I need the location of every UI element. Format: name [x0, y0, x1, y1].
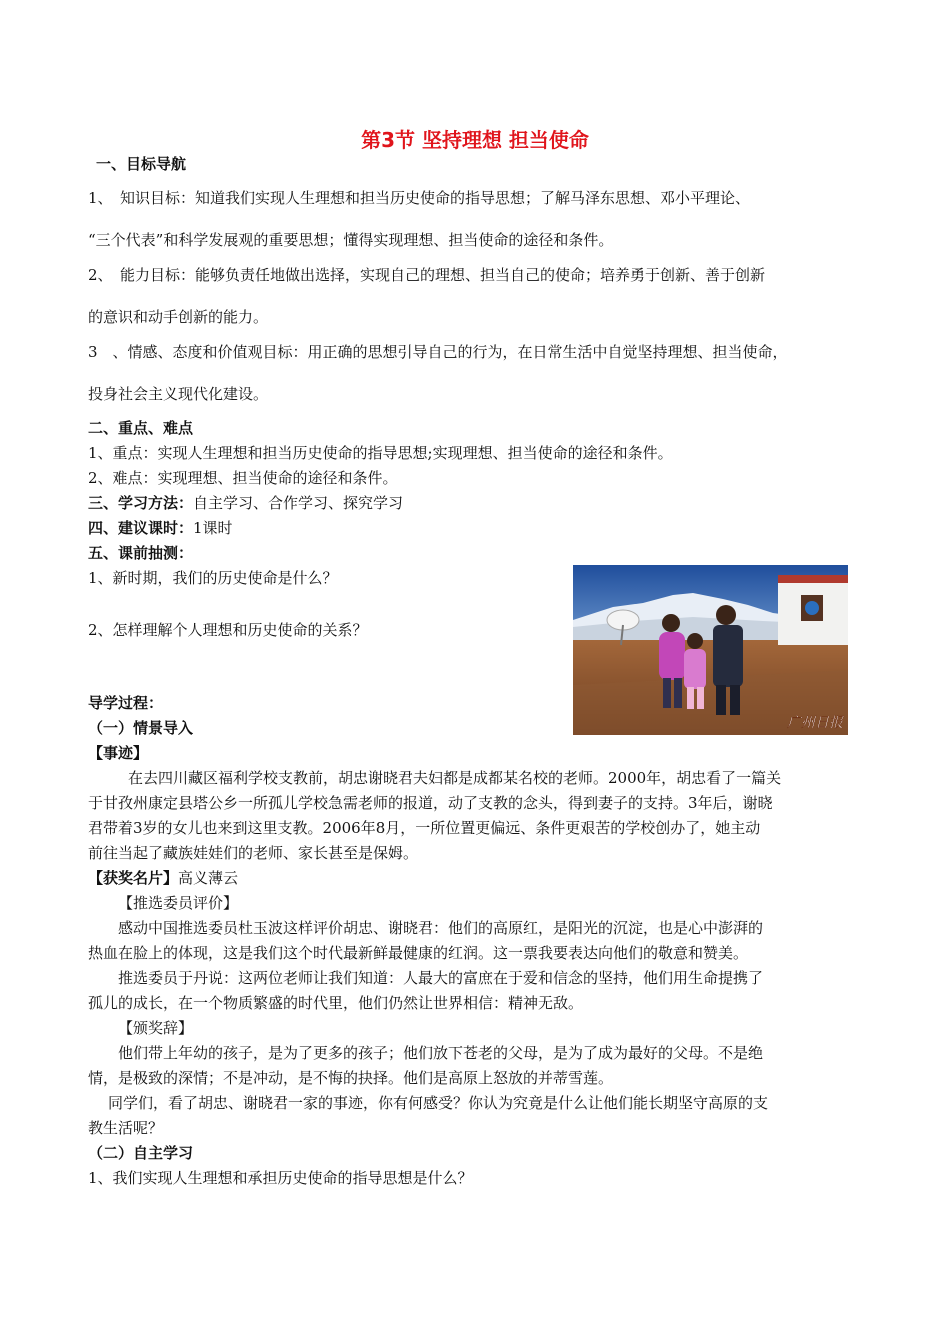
deeds-line4: 前往当起了藏族娃娃们的老师、家长甚至是保姆。 — [88, 844, 419, 862]
subheading-scenario: （一）情景导入 — [88, 719, 194, 737]
study-method-value: 自主学习、合作学习、探究学习 — [193, 494, 404, 512]
pretest-question-1: 1、新时期，我们的历史使命是什么？ — [88, 569, 338, 587]
key-point: 1、重点：实现人生理想和担当历史使命的指导思想;实现理想、担当使命的途径和条件。 — [88, 444, 673, 462]
family-photo — [573, 565, 848, 735]
deeds-line2: 于甘孜州康定县塔公乡一所孤儿学校急需老师的报道，动了支教的念头，得到妻子的支持。3年后，谢晓 — [88, 794, 773, 812]
speech-tag: 【颁奖辞】 — [118, 1019, 194, 1037]
comment-tag: 【推选委员评价】 — [118, 894, 239, 912]
difficult-point: 2、难点：实现理想、担当使命的途径和条件。 — [88, 469, 398, 487]
prompt-line2: 教生活呢？ — [88, 1119, 164, 1137]
prompt-line1: 同学们，看了胡忠、谢晓君一家的事迹，你有何感受？你认为究竟是什么让他们能长期坚守高原的支 — [108, 1094, 769, 1112]
award-line — [88, 868, 238, 888]
goal-attitude-line1: 3 、情感、态度和价值观目标：用正确的思想引导自己的行为，在日常生活中自觉坚持理想、担当使命， — [88, 343, 788, 361]
comment-line3: 推选委员于丹说：这两位老师让我们知道：人最大的富庶在于爱和信念的坚持，他们用生命提携了 — [118, 969, 764, 987]
deeds-line1: 在去四川藏区福利学校支教前，胡忠谢晓君夫妇都是成都某名校的老师。2000年，胡忠看了一篇关 — [128, 769, 782, 787]
subheading-self-study: （二）自主学习 — [88, 1144, 194, 1162]
section-heading-guide: 导学过程： — [88, 694, 164, 712]
comment-line1: 感动中国推选委员杜玉波这样评价胡忠、谢晓君：他们的高原红，是阳光的沉淀，也是心中澎湃的 — [118, 919, 764, 937]
goal-knowledge-line2: “三个代表”和科学发展观的重要思想；懂得实现理想、担当使命的途径和条件。 — [88, 231, 614, 249]
speech-line2: 情，是极致的深情；不是冲动，是不悔的抉择。他们是高原上怒放的并蒂雪莲。 — [88, 1069, 614, 1087]
pretest-question-2: 2、怎样理解个人理想和历史使命的关系？ — [88, 621, 368, 639]
study-method-label: 三、学习方法： — [88, 494, 194, 512]
study-method — [88, 493, 403, 513]
section-heading-pretest: 五、课前抽测： — [88, 544, 194, 562]
section-heading-goals: 一、目标导航 — [96, 155, 187, 173]
comment-line2: 热血在脸上的体现，这是我们这个时代最新鲜最健康的红润。这一票我要表达向他们的敬意和赞美。 — [88, 944, 749, 962]
award-value: 高义薄云 — [178, 869, 239, 887]
suggested-hours — [88, 518, 233, 538]
photo-watermark: 广州日报 — [787, 715, 843, 731]
goal-ability-line2: 的意识和动手创新的能力。 — [88, 308, 269, 326]
goal-attitude-line2: 投身社会主义现代化建设。 — [88, 385, 269, 403]
deeds-tag: 【事迹】 — [88, 744, 149, 762]
self-study-question-1: 1、我们实现人生理想和承担历史使命的指导思想是什么？ — [88, 1169, 473, 1187]
speech-line1: 他们带上年幼的孩子，是为了更多的孩子；他们放下苍老的父母，是为了成为最好的父母。不是绝 — [118, 1044, 764, 1062]
suggested-hours-label: 四、建议课时： — [88, 519, 194, 537]
section-heading-keypoints: 二、重点、难点 — [88, 419, 194, 437]
comment-line4: 孤儿的成长，在一个物质繁盛的时代里，他们仍然让世界相信：精神无敌。 — [88, 994, 584, 1012]
goal-ability-line1: 2、 能力目标：能够负责任地做出选择，实现自己的理想、担当自己的使命；培养勇于创新、善于创新 — [88, 266, 766, 284]
award-tag: 【获奖名片】 — [88, 869, 179, 887]
page-title: 第3节 坚持理想 担当使命 — [361, 128, 589, 152]
deeds-line3: 君带着3岁的女儿也来到这里支教。2006年8月，一所位置更偏远、条件更艰苦的学校创办了，她主动 — [88, 819, 761, 837]
goal-knowledge-line1: 1、 知识目标：知道我们实现人生理想和担当历史使命的指导思想；了解马泽东思想、邓小平理论、 — [88, 189, 751, 207]
suggested-hours-value: 1课时 — [193, 519, 233, 537]
